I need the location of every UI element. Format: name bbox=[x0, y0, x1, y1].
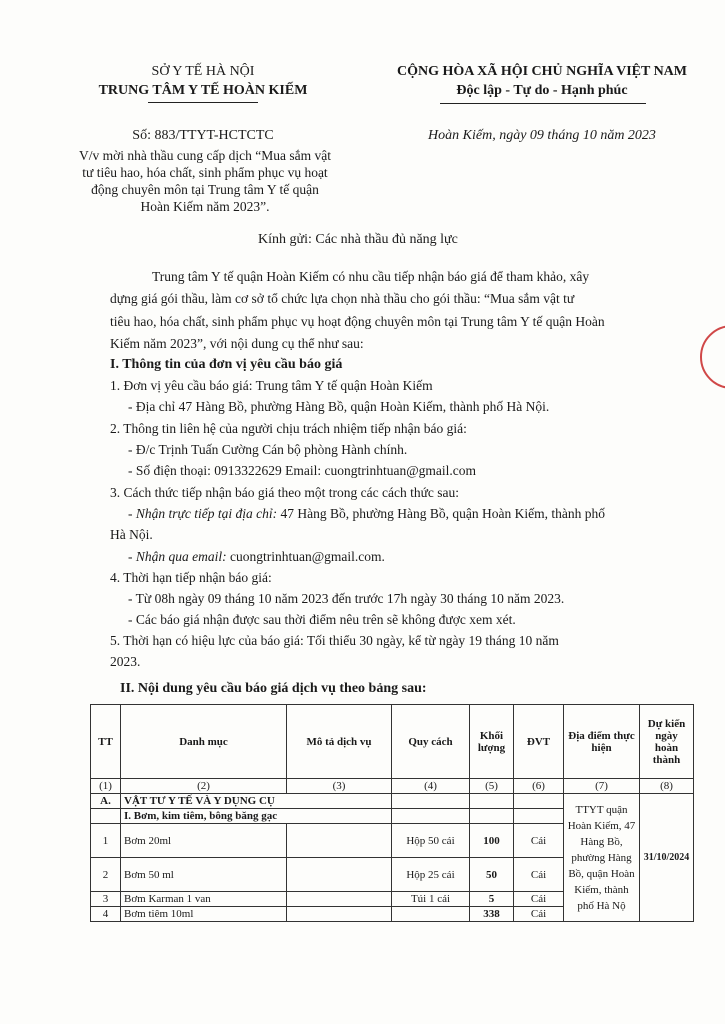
header-spec: Quy cách bbox=[392, 705, 470, 779]
row-spec: Hộp 50 cái bbox=[392, 824, 470, 858]
table-header-row bbox=[91, 705, 694, 779]
intro-line: dựng giá gói thầu, làm cơ sở tổ chức lựa chọn nhà thầu cho gói thầu: “Mua sắm vật tư bbox=[110, 291, 575, 306]
row-unit: Cái bbox=[514, 858, 564, 892]
col-number: (7) bbox=[564, 779, 640, 794]
national-motto: Độc lập - Tự do - Hạnh phúc bbox=[456, 83, 628, 98]
section-1-line: 1. Đơn vị yêu cầu báo giá: Trung tâm Y tế quận Hoàn Kiếm bbox=[110, 378, 433, 393]
row-unit: Cái bbox=[514, 824, 564, 858]
col-number: (8) bbox=[640, 779, 694, 794]
section-1-line: 3. Cách thức tiếp nhận báo giá theo một trong các cách thức sau: bbox=[110, 485, 460, 500]
header-completion: Dự kiến ngày hoàn thành bbox=[640, 705, 694, 779]
section-1-line: 5. Thời hạn có hiệu lực của báo giá: Tối thiểu 30 ngày, kể từ ngày 19 tháng 10 năm bbox=[110, 633, 559, 648]
agency-name: TRUNG TÂM Y TẾ HOÀN KIẾM bbox=[98, 83, 308, 98]
row-desc bbox=[287, 907, 392, 922]
row-spec: Hộp 25 cái bbox=[392, 858, 470, 892]
direct-address-cont: Hà Nội. bbox=[110, 527, 153, 542]
row-name: Bơm 50 ml bbox=[121, 858, 287, 892]
table-number-row bbox=[91, 779, 694, 794]
agency-parent: SỞ Y TẾ HÀ NỘI bbox=[151, 64, 255, 79]
direct-label: - Nhận trực tiếp tại địa chỉ: bbox=[128, 506, 278, 521]
header-tt: TT bbox=[91, 705, 121, 779]
official-stamp bbox=[700, 325, 725, 389]
row-tt: 2 bbox=[91, 858, 121, 892]
row-unit: Cái bbox=[514, 907, 564, 922]
section-1-line: 4. Thời hạn tiếp nhận báo giá: bbox=[110, 570, 272, 585]
col-number: (5) bbox=[470, 779, 514, 794]
salutation: Kính gửi: Các nhà thầu đủ năng lực bbox=[258, 232, 458, 247]
intro-line: Kiếm năm 2023”, với nội dung cụ thể như sau: bbox=[110, 336, 364, 351]
row-spec: Túi 1 cái bbox=[392, 892, 470, 907]
motto-underline bbox=[440, 103, 646, 104]
subject-line: tư tiêu hao, hóa chất, sinh phẩm phục vụ hoạt bbox=[82, 165, 328, 180]
col-number: (1) bbox=[91, 779, 121, 794]
document-number: Số: 883/TTYT-HCTCTC bbox=[132, 128, 274, 143]
subgroup-name: I. Bơm, kim tiêm, bông băng gạc bbox=[121, 809, 392, 824]
completion-cell: 31/10/2024 bbox=[640, 794, 694, 922]
email-value: cuongtrinhtuan@gmail.com. bbox=[226, 549, 385, 564]
row-desc bbox=[287, 858, 392, 892]
header-location: Địa điểm thực hiện bbox=[564, 705, 640, 779]
location-cell: TTYT quận Hoàn Kiếm, 47 Hàng Bồ, phường Hàng Bồ, quận Hoàn Kiếm, thành phố Hà Nộ bbox=[564, 794, 640, 922]
subject-line: V/v mời nhà thầu cung cấp dịch “Mua sắm vật bbox=[79, 148, 331, 163]
subject-line: Hoàn Kiếm năm 2023”. bbox=[140, 199, 270, 214]
agency-underline bbox=[148, 102, 258, 103]
table-group-row bbox=[91, 794, 694, 809]
col-number: (3) bbox=[287, 779, 392, 794]
section-2-title: II. Nội dung yêu cầu báo giá dịch vụ theo bảng sau: bbox=[120, 681, 427, 696]
row-name: Bơm 20ml bbox=[121, 824, 287, 858]
col-number: (4) bbox=[392, 779, 470, 794]
email-line bbox=[128, 548, 385, 565]
section-1-line: 2023. bbox=[110, 654, 141, 669]
section-1-line: - Đ/c Trịnh Tuấn Cường Cán bộ phòng Hành chính. bbox=[128, 442, 408, 457]
intro-line: tiêu hao, hóa chất, sinh phẩm phục vụ hoạt động chuyên môn tại Trung tâm Y tế quận Hoàn bbox=[110, 314, 605, 329]
intro-line: Trung tâm Y tế quận Hoàn Kiếm có nhu cầu tiếp nhận báo giá để tham khảo, xây bbox=[152, 269, 590, 284]
row-desc bbox=[287, 824, 392, 858]
group-code: A. bbox=[91, 794, 121, 809]
row-qty: 50 bbox=[470, 858, 514, 892]
national-title: CỘNG HÒA XÃ HỘI CHỦ NGHĨA VIỆT NAM bbox=[396, 64, 687, 79]
section-1-line: - Địa chỉ 47 Hàng Bồ, phường Hàng Bồ, quận Hoàn Kiếm, thành phố Hà Nội. bbox=[128, 399, 550, 414]
col-number: (6) bbox=[514, 779, 564, 794]
header-description: Mô tả dịch vụ bbox=[287, 705, 392, 779]
section-1-title: I. Thông tin của đơn vị yêu cầu báo giá bbox=[110, 357, 343, 372]
subject-block bbox=[60, 147, 350, 215]
row-name: Bơm Karman 1 van bbox=[121, 892, 287, 907]
row-qty: 338 bbox=[470, 907, 514, 922]
row-name: Bơm tiêm 10ml bbox=[121, 907, 287, 922]
direct-value: 47 Hàng Bồ, phường Hàng Bồ, quận Hoàn Kiếm, thành phố bbox=[277, 506, 606, 521]
section-1-line: 2. Thông tin liên hệ của người chịu trách nhiệm tiếp nhận báo giá: bbox=[110, 421, 467, 436]
section-1-line: - Từ 08h ngày 09 tháng 10 năm 2023 đến trước 17h ngày 30 tháng 10 năm 2023. bbox=[128, 591, 565, 606]
quote-table bbox=[90, 704, 694, 922]
col-number: (2) bbox=[121, 779, 287, 794]
header-quantity: Khối lượng bbox=[470, 705, 514, 779]
row-tt: 1 bbox=[91, 824, 121, 858]
row-spec bbox=[392, 907, 470, 922]
header-category: Danh mục bbox=[121, 705, 287, 779]
section-1-line: - Các báo giá nhận được sau thời điểm nêu trên sẽ không được xem xét. bbox=[128, 612, 516, 627]
row-tt: 3 bbox=[91, 892, 121, 907]
subject-line: động chuyên môn tại Trung tâm Y tế quận bbox=[91, 182, 319, 197]
row-qty: 100 bbox=[470, 824, 514, 858]
row-unit: Cái bbox=[514, 892, 564, 907]
place-date: Hoàn Kiếm, ngày 09 tháng 10 năm 2023 bbox=[428, 128, 656, 143]
email-label: - Nhận qua email: bbox=[128, 549, 227, 564]
header-unit: ĐVT bbox=[514, 705, 564, 779]
group-name: VẬT TƯ Y TẾ VÀ Y DỤNG CỤ bbox=[121, 794, 392, 809]
row-desc bbox=[287, 892, 392, 907]
section-1-line: - Số điện thoại: 0913322629 Email: cuongtrinhtuan@gmail.com bbox=[128, 463, 477, 478]
row-qty: 5 bbox=[470, 892, 514, 907]
row-tt: 4 bbox=[91, 907, 121, 922]
direct-address-line bbox=[128, 505, 605, 522]
